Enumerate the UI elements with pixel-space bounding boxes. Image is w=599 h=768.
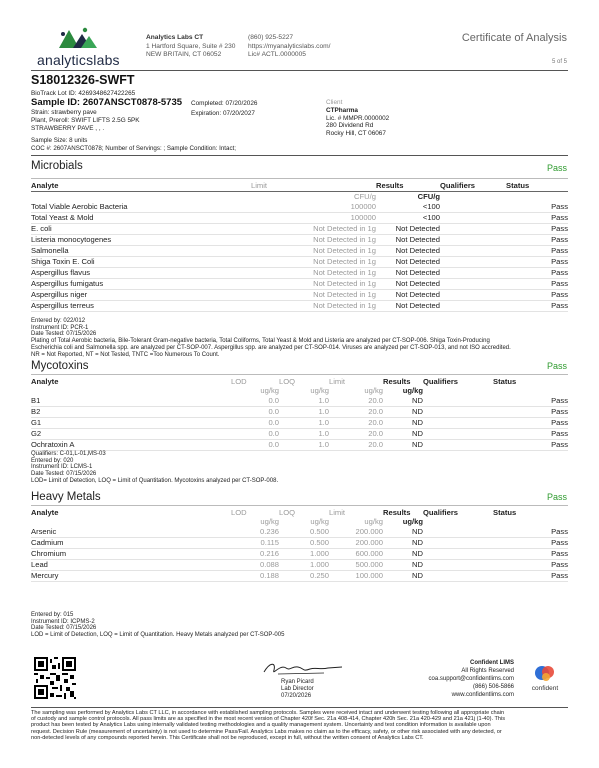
table-row: [31, 202, 568, 213]
qualifier-value: [440, 289, 506, 300]
limit-unit: ug/kg: [364, 386, 383, 395]
result-value: <100: [376, 212, 440, 223]
lab-address-1: 1 Hartford Square, Suite # 230: [146, 42, 236, 50]
qualifier-value: [440, 234, 506, 245]
coc-info: COC #: 2607ANSCT0878; Number of Servings: ; Sample Condition: Intact;: [31, 144, 236, 152]
lod-value: 0.088: [231, 560, 279, 571]
analyte-name: Listeria monocytogenes: [31, 234, 251, 245]
limit-value: 20.0: [329, 396, 383, 407]
disclaimer-line: of custody and sample control protocols. All pass limits are as specified in the most recent version of Chapter 420f Sec. 21a 408-414, Chapter 420h Sec. 21a 420-429 and 21a 421j (1-40). This: [31, 716, 506, 723]
limit-unit: CFU/g: [354, 191, 376, 201]
result-value: ND: [383, 418, 423, 429]
heavy-metals-status: Pass: [546, 492, 567, 502]
microbials-divider: [31, 178, 568, 179]
signature-date: 07/20/2026: [281, 692, 312, 699]
qualifier-value: [440, 256, 506, 267]
document-title: Certificate of Analysis: [461, 32, 567, 44]
qualifier-value: [423, 549, 493, 560]
qualifier-value: [440, 245, 506, 256]
limit-value: 500.000: [329, 560, 383, 571]
client-name: CTPharma: [326, 106, 358, 114]
col-status: Status: [493, 376, 517, 386]
result-value: Not Detected: [376, 289, 440, 300]
qr-code[interactable]: [34, 657, 76, 699]
qualifier-value: [440, 212, 506, 223]
result-value: ND: [383, 407, 423, 418]
qualifier-value: [423, 429, 493, 440]
status-value: Pass: [493, 560, 568, 571]
lims-rights: All Rights Reserved: [461, 668, 514, 674]
result-value: Not Detected: [376, 267, 440, 278]
analyte-name: Aspergillus niger: [31, 289, 251, 300]
lab-license: Lic# ACTL.0000005: [248, 51, 306, 58]
col-qualifiers: Qualifiers: [423, 376, 459, 386]
status-value: Pass: [493, 549, 568, 560]
biotrack-lot-id: BioTrack Lot ID: 4269348627422265: [31, 90, 136, 97]
sample-divider: [31, 155, 568, 156]
result-value: ND: [383, 429, 423, 440]
table-row: [31, 538, 568, 549]
header-divider: [31, 70, 568, 71]
qualifier-value: [423, 418, 493, 429]
analyte-name: Lead: [31, 560, 231, 571]
note-line: Date Tested: 07/15/2026: [31, 625, 97, 632]
status-value: Pass: [493, 407, 568, 418]
table-row: [31, 418, 568, 429]
analyte-name: Aspergillus flavus: [31, 267, 251, 278]
status-value: Pass: [493, 396, 568, 407]
confident-logo: [520, 663, 570, 697]
qualifier-value: [423, 527, 493, 538]
col-analyte: Analyte: [31, 181, 59, 191]
qualifier-value: [440, 278, 506, 289]
analyte-name: Ochratoxin A: [31, 440, 231, 451]
col-lod: LOD: [231, 507, 247, 517]
logo-text: analyticslabs: [37, 52, 120, 68]
table-row: [31, 429, 568, 440]
sample-size: Sample Size: 8 units: [31, 137, 88, 144]
qualifier-value: [423, 396, 493, 407]
result-value: ND: [383, 538, 423, 549]
table-row: [31, 560, 568, 571]
status-value: Pass: [506, 212, 568, 223]
table-row: [31, 549, 568, 560]
lab-name: Analytics Labs CT: [146, 34, 204, 41]
result-value: ND: [383, 440, 423, 451]
status-value: Pass: [493, 527, 568, 538]
footer-disclaimer: [31, 710, 571, 741]
limit-value: Not Detected in 1g: [251, 300, 376, 311]
note-line: NR = Not Reported, NT = Not Tested, TNTC =Too Numerous To Count.: [31, 351, 220, 358]
limit-value: 20.0: [329, 418, 383, 429]
analyte-name: E. coli: [31, 223, 251, 234]
lims-phone: (866) 506-5866: [472, 684, 514, 690]
result-value: Not Detected: [376, 223, 440, 234]
loq-unit: ug/kg: [310, 517, 329, 526]
lims-email[interactable]: coa.support@confidentlims.com: [428, 676, 514, 682]
mycotoxins-table: [31, 376, 568, 451]
lod-unit: ug/kg: [260, 517, 279, 526]
lod-value: 0.236: [231, 527, 279, 538]
result-unit: ug/kg: [402, 386, 423, 395]
qualifier-value: [423, 571, 493, 582]
qualifier-value: [423, 440, 493, 451]
result-value: ND: [383, 396, 423, 407]
table-row: [31, 527, 568, 538]
limit-value: 20.0: [329, 440, 383, 451]
col-status: Status: [506, 181, 530, 191]
table-row: [31, 267, 568, 278]
loq-value: 1.0: [279, 429, 329, 440]
analyte-name: Arsenic: [31, 527, 231, 538]
col-limit: Limit: [329, 507, 346, 517]
client-license: Lic. # MMPR.0000002: [326, 114, 390, 122]
qualifier-value: [423, 407, 493, 418]
result-unit: ug/kg: [402, 517, 423, 526]
limit-value: Not Detected in 1g: [251, 267, 376, 278]
lod-value: 0.216: [231, 549, 279, 560]
table-row: [31, 440, 568, 451]
analyte-name: Mercury: [31, 571, 231, 582]
lod-value: 0.0: [231, 396, 279, 407]
analyte-name: Total Viable Aerobic Bacteria: [31, 202, 251, 213]
status-value: Pass: [493, 571, 568, 582]
lims-url[interactable]: www.confidentlims.com: [451, 692, 514, 698]
analyte-name: Salmonella: [31, 245, 251, 256]
status-value: Pass: [506, 278, 568, 289]
status-value: Pass: [493, 418, 568, 429]
analyte-name: B2: [31, 407, 231, 418]
result-value: ND: [383, 560, 423, 571]
expiration-date: Expiration: 07/20/2027: [191, 110, 255, 117]
note-line: Instrument ID: LCMS-1: [31, 464, 93, 471]
analyte-name: Chromium: [31, 549, 231, 560]
lod-unit: ug/kg: [260, 386, 279, 395]
analyte-name: B1: [31, 396, 231, 407]
table-row: [31, 396, 568, 407]
col-limit: Limit: [329, 376, 346, 386]
heavy-metals-notes: [31, 612, 571, 639]
qualifier-value: [440, 267, 506, 278]
heavy-metals-table: [31, 507, 568, 582]
qualifier-value: [440, 300, 506, 311]
client-address-1: 280 Dividend Rd: [326, 122, 374, 130]
note-line: Date Tested: 07/15/2026: [31, 471, 97, 478]
lod-value: 0.0: [231, 429, 279, 440]
completed-date: Completed: 07/20/2026: [191, 100, 258, 107]
mycotoxins-status: Pass: [546, 361, 567, 371]
status-value: Pass: [506, 256, 568, 267]
microbials-title: Microbials: [31, 160, 83, 172]
analyte-name: G1: [31, 418, 231, 429]
mycotoxins-divider: [31, 374, 568, 375]
analyte-name: Total Yeast & Mold: [31, 212, 251, 223]
microbials-table: [31, 181, 568, 312]
limit-value: 20.0: [329, 429, 383, 440]
result-value: ND: [383, 527, 423, 538]
heavy-metals-title: Heavy Metals: [31, 491, 101, 503]
table-row: [31, 289, 568, 300]
note-line: LOD= Limit of Detection, LOQ = Limit of Quantitation. Mycotoxins analyzed per CT-SOP-008.: [31, 477, 279, 484]
result-unit: CFU/g: [417, 191, 440, 201]
table-row: [31, 212, 568, 223]
footer-divider: [31, 707, 568, 708]
qualifier-value: [440, 223, 506, 234]
mycotoxins-title: Mycotoxins: [31, 360, 89, 372]
logo-mountains-icon: [37, 26, 115, 50]
lod-value: 0.0: [231, 418, 279, 429]
client-address-2: Rocky Hill, CT 06067: [326, 130, 386, 138]
status-value: Pass: [506, 202, 568, 213]
disclaimer-line: non-detected levels of any compounds reported herein. This Certificate shall not be reproduced, except in full, without the written consent of Analytics Labs CT.: [31, 734, 424, 741]
limit-value: Not Detected in 1g: [251, 278, 376, 289]
result-value: Not Detected: [376, 256, 440, 267]
status-value: Pass: [493, 440, 568, 451]
limit-value: Not Detected in 1g: [251, 223, 376, 234]
col-results: Results: [376, 181, 404, 191]
analyte-name: Aspergillus terreus: [31, 300, 251, 311]
lod-value: 0.188: [231, 571, 279, 582]
limit-value: 100000: [251, 202, 376, 213]
limit-value: 100.000: [329, 571, 383, 582]
note-line: Entered by: 022/012: [31, 318, 86, 324]
col-results: Results: [383, 507, 411, 517]
status-value: Pass: [493, 429, 568, 440]
lod-value: 0.115: [231, 538, 279, 549]
signature-icon: [258, 658, 348, 678]
limit-value: Not Detected in 1g: [251, 256, 376, 267]
limit-value: 100000: [251, 212, 376, 223]
note-line: Instrument ID: PCR-1: [31, 324, 89, 331]
col-loq: LOQ: [279, 507, 296, 517]
loq-unit: ug/kg: [310, 386, 329, 395]
lims-name: Confident LIMS: [470, 660, 514, 666]
col-qualifiers: Qualifiers: [440, 181, 476, 191]
limit-value: 200.000: [329, 538, 383, 549]
status-value: Pass: [493, 538, 568, 549]
col-lod: LOD: [231, 376, 247, 386]
analyte-name: G2: [31, 429, 231, 440]
limit-value: Not Detected in 1g: [251, 245, 376, 256]
microbials-notes: [31, 318, 571, 358]
result-value: Not Detected: [376, 245, 440, 256]
col-analyte: Analyte: [31, 507, 59, 517]
table-row: [31, 245, 568, 256]
loq-value: 0.500: [279, 538, 329, 549]
loq-value: 1.0: [279, 418, 329, 429]
lod-value: 0.0: [231, 440, 279, 451]
analyte-name: Cadmium: [31, 538, 231, 549]
strain: Strain: strawberry pave: [31, 109, 97, 116]
loq-value: 0.500: [279, 527, 329, 538]
table-row: [31, 234, 568, 245]
note-line: Qualifiers: C-01,L-01,MS-03: [31, 451, 106, 457]
page-number: 5 of 5: [551, 59, 567, 65]
table-row: [31, 407, 568, 418]
col-results: Results: [383, 376, 411, 386]
result-value: Not Detected: [376, 234, 440, 245]
disclaimer-line: product has been tested by Analytics Labs using internally validated testing methodologies and a quality management system. Uncertainty and test condition information is available upon: [31, 722, 491, 729]
loq-value: 1.000: [279, 560, 329, 571]
note-line: Instrument ID: ICPMS-2: [31, 618, 95, 625]
limit-value: 600.000: [329, 549, 383, 560]
note-line: Escherichia coli and Salmonella spp. are analyzed per CT-SOP-007. Aspergillus spp. are analyzed per CT-SOP-014. Viruses are analyzed per CT-SOP-013, and not ISO accredited.: [31, 344, 511, 351]
note-line: Entered by: 015: [31, 612, 74, 618]
note-line: Plating of Total Aerobic bacteria, Bile-Tolerant Gram-negative bacteria, Total Coliforms, Total Yeast & Mold and Listeria are analyzed per CT-SOP-006. Shiga Toxin-Producing: [31, 338, 490, 345]
lab-address-2: NEW BRITAIN, CT 06052: [146, 51, 222, 58]
note-line: LOD = Limit of Detection, LOQ = Limit of Quantitation. Heavy Metals analyzed per CT-SOP-005: [31, 632, 285, 639]
col-qualifiers: Qualifiers: [423, 507, 459, 517]
note-line: Date Tested: 07/15/2026: [31, 331, 97, 338]
status-value: Pass: [506, 289, 568, 300]
signer-title: Lab Director: [281, 685, 314, 692]
status-value: Pass: [506, 223, 568, 234]
loq-value: 1.000: [279, 549, 329, 560]
analyte-name: Aspergillus fumigatus: [31, 278, 251, 289]
qualifier-value: [423, 538, 493, 549]
qr-code-icon: [34, 657, 76, 699]
table-row: [31, 571, 568, 582]
heavy-metals-divider: [31, 505, 568, 506]
mycotoxins-notes: [31, 451, 571, 485]
signer-name: Ryan Picard: [281, 679, 314, 685]
client-label: Client: [326, 99, 343, 106]
qualifier-value: [423, 560, 493, 571]
limit-value: 200.000: [329, 527, 383, 538]
confident-logo-icon: [534, 663, 556, 683]
lab-phone: (860) 925-5227: [248, 34, 294, 41]
limit-value: 20.0: [329, 407, 383, 418]
table-row: [31, 278, 568, 289]
company-logo: [37, 26, 120, 68]
limit-value: Not Detected in 1g: [251, 234, 376, 245]
batch-id: S18012326-SWFT: [31, 73, 135, 87]
loq-value: 1.0: [279, 396, 329, 407]
confident-logo-text: confident: [531, 685, 559, 692]
sample-id: Sample ID: 2607ANSCT0878-5735: [31, 97, 183, 108]
product-name: STRAWBERRY PAVE , , .: [31, 125, 105, 132]
loq-value: 1.0: [279, 440, 329, 451]
status-value: Pass: [506, 234, 568, 245]
result-value: ND: [383, 571, 423, 582]
microbials-status: Pass: [546, 163, 567, 173]
result-value: Not Detected: [376, 278, 440, 289]
status-value: Pass: [506, 300, 568, 311]
status-value: Pass: [506, 245, 568, 256]
result-value: Not Detected: [376, 300, 440, 311]
analyte-name: Shiga Toxin E. Coli: [31, 256, 251, 267]
disclaimer-line: request. Decision Rule (measurement of uncertainty) is not used to determine Pass/Fail. Analytics Labs makes no claim as to the efficacy, safety, or other risk associated with any detected, or: [31, 728, 502, 735]
table-row: [31, 223, 568, 234]
limit-value: Not Detected in 1g: [251, 289, 376, 300]
signature-image: [258, 658, 348, 678]
status-value: Pass: [506, 267, 568, 278]
qualifier-value: [440, 202, 506, 213]
table-row: [31, 300, 568, 311]
disclaimer-line: The sampling was performed by Analytics Labs CT LLC, in accordance with established sampling protocols. Samples were received intact and underwent testing following all appropriate chain: [31, 710, 505, 716]
result-value: <100: [376, 202, 440, 213]
col-analyte: Analyte: [31, 376, 59, 386]
note-line: Entered by: 020: [31, 457, 74, 464]
col-loq: LOQ: [279, 376, 296, 386]
matrix: Plant, Preroll: SWIFT LIFTS 2.5G 5PK: [31, 117, 140, 124]
result-value: ND: [383, 549, 423, 560]
lab-url[interactable]: https://myanalyticslabs.com/: [248, 42, 331, 50]
col-limit: Limit: [251, 181, 268, 191]
table-row: [31, 256, 568, 267]
lod-value: 0.0: [231, 407, 279, 418]
loq-value: 1.0: [279, 407, 329, 418]
loq-value: 0.250: [279, 571, 329, 582]
col-status: Status: [493, 507, 517, 517]
limit-unit: ug/kg: [364, 517, 383, 526]
